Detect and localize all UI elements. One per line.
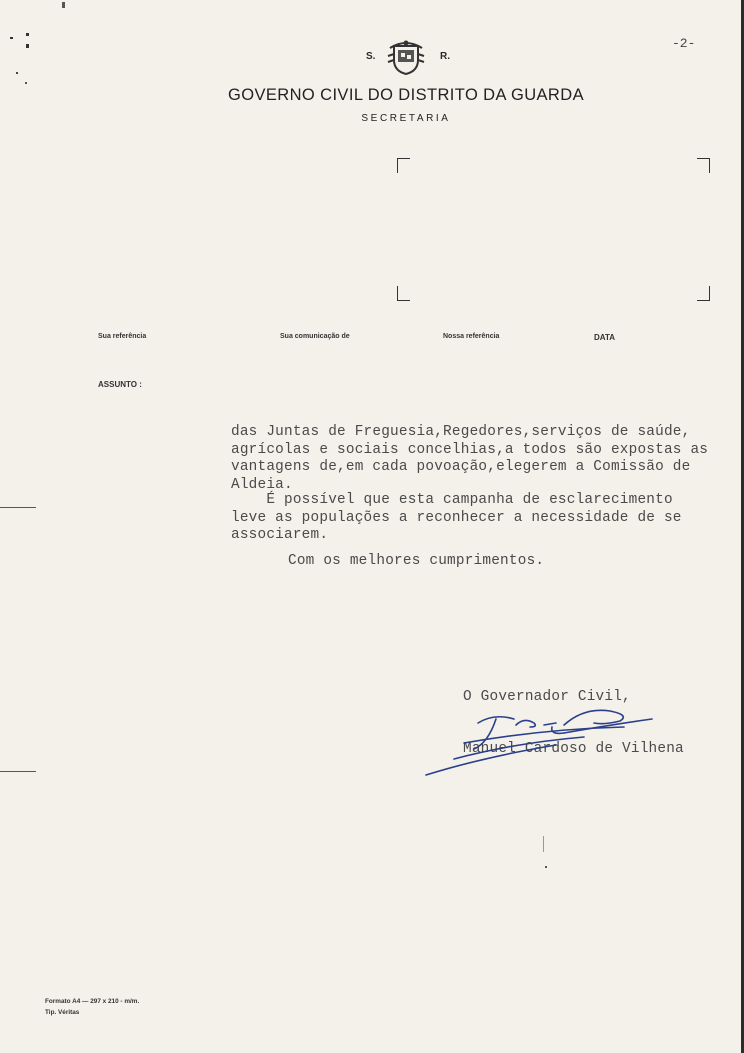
coat-of-arms-seal xyxy=(386,40,426,76)
fold-mark-lower xyxy=(0,771,36,772)
letterhead-title: GOVERNO CIVIL DO DISTRITO DA GUARDA xyxy=(228,86,584,104)
field-sua-referencia: Sua referência xyxy=(98,333,147,340)
field-assunto: ASSUNTO : xyxy=(98,380,142,389)
page-number: -2- xyxy=(672,36,696,51)
header-s-label: S. xyxy=(366,51,376,62)
address-window-corner-bottom-right xyxy=(697,286,710,301)
signatory-title: O Governador Civil, xyxy=(463,689,631,705)
footer-printer: Tip. Véritas xyxy=(45,1009,80,1016)
address-window-corner-top-left xyxy=(397,158,410,173)
footer-format: Formato A4 — 297 x 210 - m/m. xyxy=(45,998,140,1005)
closing-line: Com os melhores cumprimentos. xyxy=(288,553,545,569)
body-paragraph-1: das Juntas de Freguesia,Regedores,serviços de saúde, agrícolas e sociais concelhias,a todos são expostas as vantagens de,em cada povoação,elegerem a Comissão de Aldeia. xyxy=(231,424,709,493)
address-window-corner-bottom-left xyxy=(397,286,410,301)
field-sua-comunicacao: Sua comunicação de xyxy=(280,333,350,340)
field-data: DATA xyxy=(594,333,616,342)
field-nossa-referencia: Nossa referência xyxy=(443,333,500,340)
body-paragraph-2: É possível que esta campanha de esclarecimento leve as populações a reconhecer a necessidade de se associarem. xyxy=(231,492,682,544)
signatory-name: Manuel Cardoso de Vilhena xyxy=(463,741,684,757)
letterhead-subtitle: SECRETARIA xyxy=(361,113,451,124)
handwritten-signature xyxy=(424,703,664,788)
fold-mark-upper xyxy=(0,507,36,508)
address-window-corner-top-right xyxy=(697,158,710,173)
header-r-label: R. xyxy=(440,51,450,62)
